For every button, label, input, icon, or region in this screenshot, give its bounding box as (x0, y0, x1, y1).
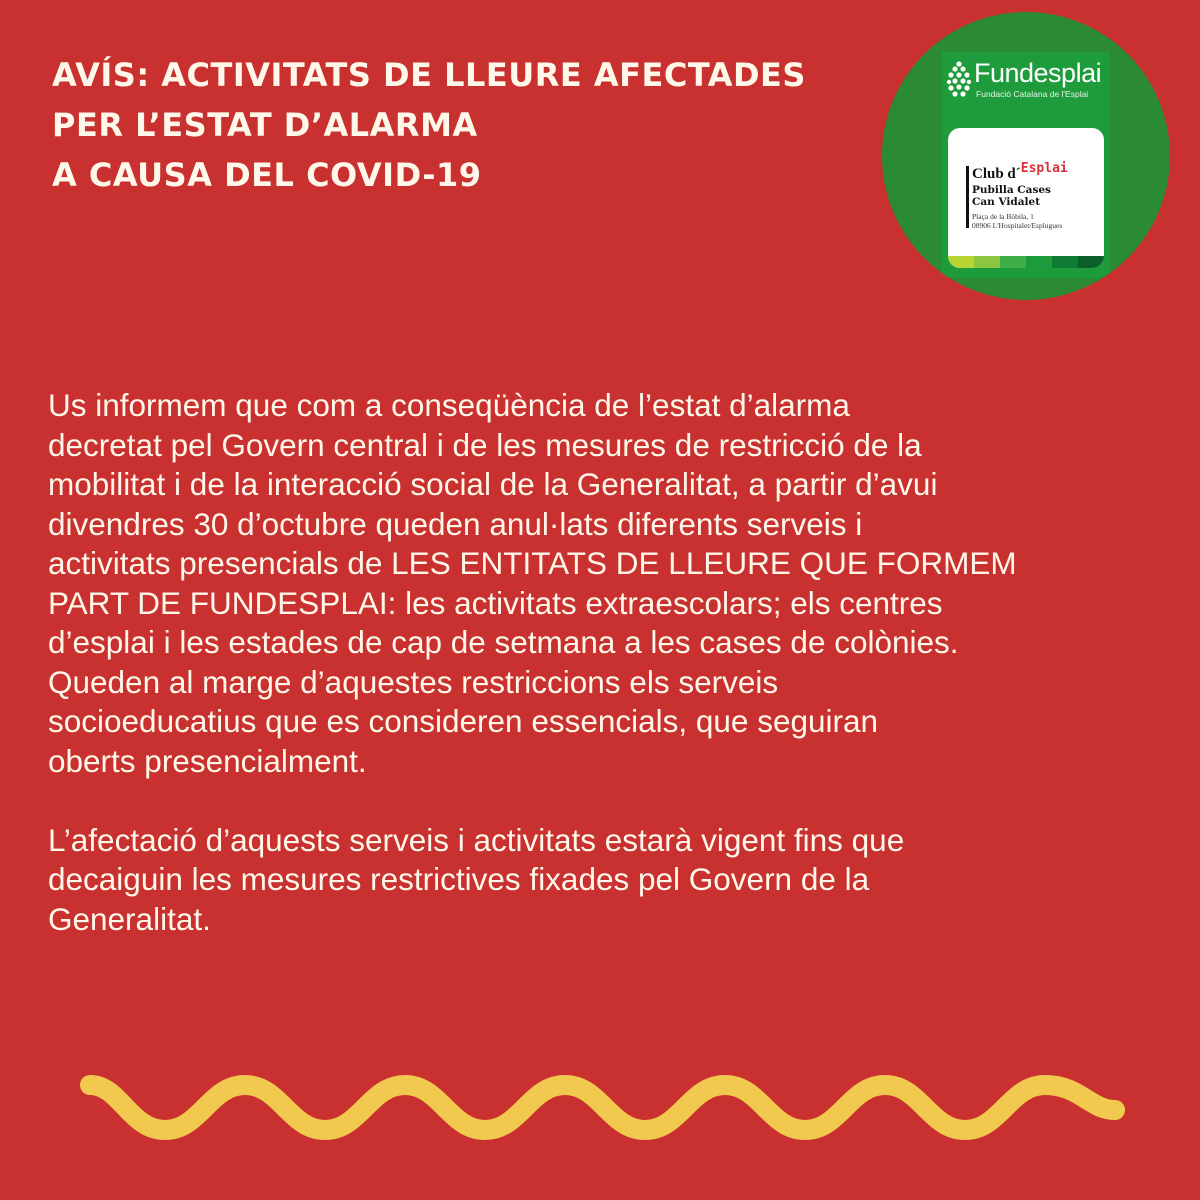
color-stripe (1078, 256, 1104, 268)
club-prefix: Club d´ (972, 166, 1021, 182)
club-line2: Can Vidalet (972, 196, 1041, 208)
club-line1: Pubilla Cases (972, 184, 1051, 196)
title-line: A CAUSA DEL COVID-19 (52, 156, 482, 194)
club-esplai-word: Esplai (1020, 161, 1068, 176)
text-line: d’esplai i les estades de cap de setmana a les cases de colònies. (48, 624, 959, 660)
text-line: Generalitat. (48, 900, 211, 937)
text-line: decaiguin les mesures restrictives fixades pel Govern de la (48, 861, 870, 897)
fundesplai-brand (946, 60, 1106, 100)
club-address1: Plaça de la Bòbila, 1 (972, 212, 1034, 221)
color-stripe (1052, 256, 1078, 268)
text-line: Us informem que com a conseqüència de l’estat d’alarma (48, 387, 850, 423)
paragraph-2 (48, 821, 1158, 940)
notice-body (48, 386, 1158, 939)
text-line: mobilitat i de la interacció social de la Generalitat, a partir d’avui (48, 466, 938, 502)
text-line: oberts presencialment. (48, 742, 367, 779)
paragraph-1 (48, 386, 1158, 781)
title-line: AVÍS: ACTIVITATS DE LLEURE AFECTADES (52, 56, 806, 94)
color-stripe (1000, 256, 1026, 268)
club-card (948, 128, 1104, 268)
text-line: L’afectació d’aquests serveis i activitats estarà vigent fins que (48, 821, 905, 858)
club-accent-bar (966, 166, 969, 228)
text-line: divendres 30 d’octubre queden anul·lats diferents serveis i (48, 505, 863, 542)
club-title (972, 161, 1068, 183)
decorative-wave (60, 1050, 1140, 1160)
title-line: PER L’ESTAT D’ALARMA (52, 106, 478, 144)
text-line: PART DE FUNDESPLAI: les activitats extraescolars; els centres (48, 584, 943, 621)
text-line: decretat pel Govern central i de les mesures de restricció de la (48, 426, 922, 463)
wave-line (90, 1085, 1115, 1130)
brand-name: Fundesplai (974, 58, 1102, 88)
color-stripe (948, 256, 974, 268)
color-stripe (1026, 256, 1052, 268)
color-stripe (974, 256, 1000, 268)
text-line: socioeducatius que es consideren essencials, que seguiran (48, 703, 879, 739)
text-line: activitats presencials de LES ENTITATS DE LLEURE QUE FORMEM (48, 545, 1017, 581)
color-stripes (948, 256, 1104, 268)
paragraph-gap (48, 781, 1158, 821)
brand-tagline: Fundació Catalana de l'Esplai (976, 89, 1089, 99)
fundesplai-tree-icon (946, 60, 972, 100)
fundesplai-logo-card (942, 52, 1110, 278)
club-address2: 08906 L'Hospitalet/Esplugues (972, 221, 1063, 230)
notice-title (52, 50, 852, 200)
club-logo (882, 12, 1170, 300)
text-line: Queden al marge d’aquestes restriccions els serveis (48, 663, 779, 700)
